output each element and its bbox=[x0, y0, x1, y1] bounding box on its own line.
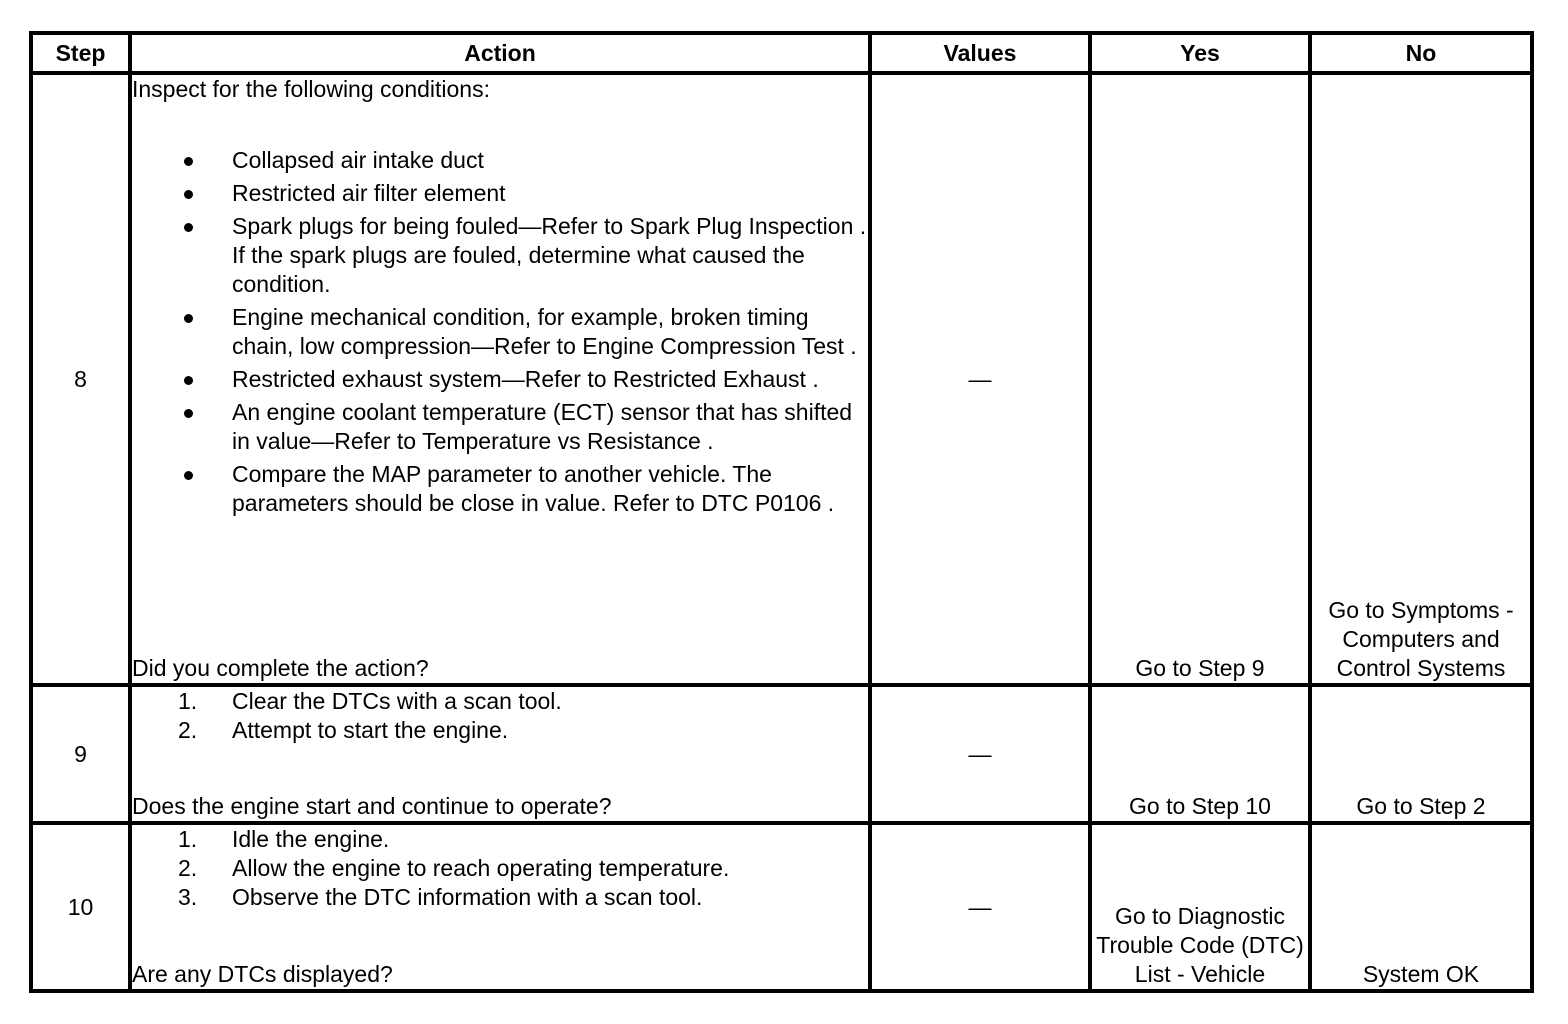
values-cell: — bbox=[870, 73, 1090, 685]
yes-cell: Go to Diagnostic Trouble Code (DTC) List - Vehicle bbox=[1090, 823, 1310, 991]
action-cell bbox=[130, 685, 870, 823]
condition-list bbox=[132, 146, 868, 518]
bullet-icon bbox=[184, 223, 193, 232]
bullet-icon bbox=[184, 314, 193, 323]
list-item: 1. Idle the engine. bbox=[178, 826, 390, 852]
list-item: 2. Allow the engine to reach operating temperature. bbox=[178, 855, 730, 881]
bullet-icon bbox=[184, 376, 193, 385]
diagnostic-table bbox=[29, 31, 1534, 993]
list-item: Spark plugs for being fouled—Refer to Spark Plug Inspection . If the spark plugs are fouled, determine what caused the condition. bbox=[132, 212, 868, 299]
action-cell bbox=[130, 73, 870, 685]
table-row-step-10 bbox=[31, 823, 1532, 991]
list-item: 3. Observe the DTC information with a scan tool. bbox=[178, 884, 703, 910]
list-item: Restricted air filter element bbox=[132, 179, 868, 208]
yes-cell: Go to Step 10 bbox=[1090, 685, 1310, 823]
bullet-icon bbox=[184, 157, 193, 166]
action-question: Does the engine start and continue to operate? bbox=[132, 793, 612, 819]
header-row bbox=[31, 33, 1532, 73]
header-yes: Yes bbox=[1090, 33, 1310, 73]
table-row-step-9 bbox=[31, 685, 1532, 823]
bullet-icon bbox=[184, 471, 193, 480]
action-cell bbox=[130, 823, 870, 991]
yes-cell: Go to Step 9 bbox=[1090, 73, 1310, 685]
procedure-list bbox=[132, 825, 868, 912]
values-cell: — bbox=[870, 685, 1090, 823]
list-item: 1. Clear the DTCs with a scan tool. bbox=[178, 688, 562, 714]
list-item: Compare the MAP parameter to another vehicle. The parameters should be close in value. Refer to DTC P0106 . bbox=[132, 460, 868, 518]
step-number: 9 bbox=[31, 685, 130, 823]
action-question: Did you complete the action? bbox=[132, 655, 429, 681]
values-cell: — bbox=[870, 823, 1090, 991]
list-item: Collapsed air intake duct bbox=[132, 146, 868, 175]
action-intro: Inspect for the following conditions: bbox=[132, 76, 490, 102]
header-values: Values bbox=[870, 33, 1090, 73]
list-item: Engine mechanical condition, for example, broken timing chain, low compression—Refer to Engine Compression Test . bbox=[132, 303, 868, 361]
list-item: 2. Attempt to start the engine. bbox=[178, 717, 509, 743]
list-item: An engine coolant temperature (ECT) sensor that has shifted in value—Refer to Temperature vs Resistance . bbox=[132, 398, 868, 456]
step-number: 10 bbox=[31, 823, 130, 991]
action-question: Are any DTCs displayed? bbox=[132, 961, 393, 987]
table-row-step-8 bbox=[31, 73, 1532, 685]
no-cell: Go to Step 2 bbox=[1310, 685, 1532, 823]
no-cell: System OK bbox=[1310, 823, 1532, 991]
procedure-list bbox=[132, 687, 868, 745]
header-action: Action bbox=[130, 33, 870, 73]
header-no: No bbox=[1310, 33, 1532, 73]
list-item: Restricted exhaust system—Refer to Restricted Exhaust . bbox=[132, 365, 868, 394]
bullet-icon bbox=[184, 190, 193, 199]
no-cell: Go to Symptoms - Computers and Control Systems bbox=[1310, 73, 1532, 685]
step-number: 8 bbox=[31, 73, 130, 685]
header-step: Step bbox=[31, 33, 130, 73]
bullet-icon bbox=[184, 409, 193, 418]
